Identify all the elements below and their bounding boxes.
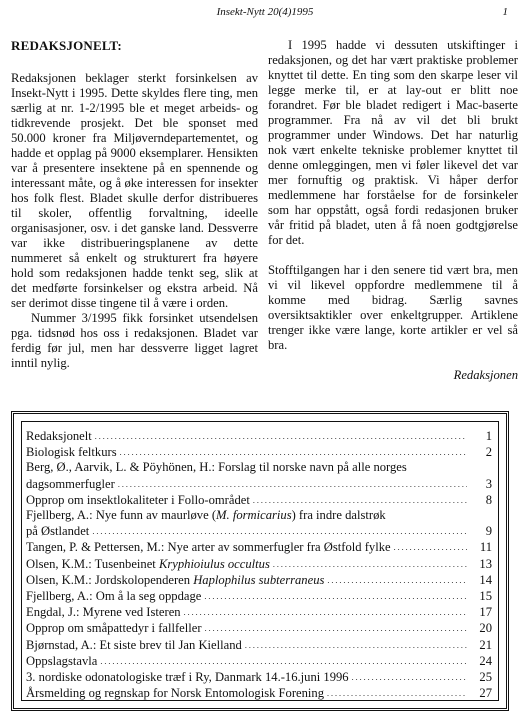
toc-entry[interactable]	[26, 460, 492, 491]
toc-entry[interactable]	[26, 588, 492, 604]
toc-entry-page: 17	[479, 605, 492, 620]
editorial-paragraph: Nummer 3/1995 fikk forsinket utsendelsen pga. tidsnød hos oss i redaksjonen. Bladet var ferdig før jul, men har dessverre ligget lagret inntil nylig.	[11, 311, 258, 370]
editorial-left-column	[11, 38, 258, 371]
toc-entry-page: 2	[485, 445, 492, 460]
toc-entry-title: Redaksjonelt	[26, 429, 92, 443]
journal-citation: Insekt-Nytt 20(4)1995	[216, 6, 314, 18]
toc-dot-leader	[205, 620, 467, 636]
editorial-paragraph: Redaksjonen beklager sterkt forsinkelsen av Insekt-Nytt i 1995. Dette skyldes flere ting, men særlig at nr. 1-2/1995 ble et meget arbeids- og tidkrevende prosjekt. Det ble sponset med 50.000 kroner fra Miljøverndepartementet, og hadde et opplag på 9000 eksemplarer. Hensikten var å presentere insektene på en spennende og interessant måte, og å øke interessen for insekter hos folk flest. Bladet skulle derfor distribueres til skoler, offentlig forvaltning, ideelle organisasjoner, osv. i det ganske land. Dessverre var ikke distribueringsplanene av dette nummeret så enkelt og strukturert fra høyere hold som redaksjonen hadde tenkt seg, slik at det medførte forsinkelser og ekstra arbeid. Nå ser derimot disse tingene til å være i orden.	[11, 71, 258, 310]
toc-entry-title: Opprop om insektlokaliteter i Follo-området	[26, 492, 250, 507]
toc-title-species: M. formicarius	[216, 508, 292, 523]
toc-entry[interactable]	[26, 572, 492, 588]
toc-entry-title: Fjellberg, A.: Om å la seg oppdage	[26, 589, 202, 604]
toc-dot-leader	[245, 637, 467, 653]
toc-entry[interactable]	[26, 604, 492, 620]
editorial-paragraph: Stofftilgangen har i den senere tid vært bra, men vi vil likevel oppfordre medlemmene til å komme med bidrag. Særlig savnes oversiktsaktikler over enkeltgrupper. Artiklene trenger ikke være lange, korte artikler er vel så bra.	[268, 263, 518, 352]
toc-entry[interactable]	[26, 556, 492, 572]
toc-entry[interactable]	[26, 428, 492, 444]
toc-entry-title: Engdal, J.: Myrene ved Isteren	[26, 605, 181, 620]
toc-dot-leader	[120, 444, 467, 460]
toc-entry[interactable]	[26, 492, 492, 508]
editorial-right-column	[268, 38, 518, 383]
toc-title-species: Kryphioiulus occultus	[158, 556, 270, 571]
toc-title-text: Olsen, K.M.: Tusenbeinet	[26, 556, 159, 571]
toc-entry-page: 21	[479, 637, 492, 652]
toc-entry-page: 9	[485, 524, 492, 539]
toc-entry-page: 27	[479, 686, 492, 701]
toc-entry-page: 3	[485, 476, 492, 491]
toc-entry-page: 15	[479, 589, 492, 604]
page-number: 1	[502, 6, 508, 18]
toc-dot-leader	[118, 476, 467, 492]
toc-entry-title: Årsmelding og regnskap for Norsk Entomologisk Forening	[26, 686, 325, 701]
toc-entry-page: 14	[479, 572, 492, 587]
toc-entry-page: 20	[479, 621, 492, 636]
toc-entry-page: 24	[479, 653, 492, 668]
toc-dot-leader	[394, 539, 467, 555]
toc-entry[interactable]	[26, 637, 492, 653]
toc-entry-page: 8	[485, 492, 492, 507]
toc-entry[interactable]	[26, 653, 492, 669]
toc-entry[interactable]	[26, 685, 492, 701]
toc-dot-leader	[204, 588, 467, 604]
toc-entry-title: dagsommerfugler	[26, 476, 115, 491]
toc-entry-page: 11	[479, 540, 492, 555]
toc-entry[interactable]	[26, 620, 492, 636]
toc-entry[interactable]	[26, 539, 492, 555]
toc-entry-page: 13	[479, 556, 492, 571]
toc-entry[interactable]	[26, 669, 492, 685]
toc-entry-title: Oppslagstavla	[26, 653, 98, 668]
toc-entry-title: Biologisk feltkurs	[26, 445, 117, 460]
toc-dot-leader	[327, 572, 467, 588]
toc-entry-title	[26, 573, 324, 588]
toc-dot-leader	[184, 604, 467, 620]
toc-dot-leader	[95, 428, 467, 444]
toc-entry[interactable]	[26, 444, 492, 460]
toc-entry-title: Opprop om småpattedyr i fallfeller	[26, 621, 202, 636]
toc-entry-title-line1: Berg, Ø., Aarvik, L. & Pöyhönen, H.: Forslag til norske navn på alle norges	[26, 460, 407, 475]
toc-dot-leader	[253, 492, 467, 508]
toc-entry-title: på Østlandet	[26, 524, 90, 539]
toc-dot-leader	[100, 653, 467, 669]
toc-dot-leader	[327, 685, 467, 701]
toc-entry-title-line1	[26, 508, 492, 523]
toc-entry-title: Bjørnstad, A.: Et siste brev til Jan Kielland	[26, 637, 242, 652]
toc-dot-leader	[352, 669, 467, 685]
toc-dot-leader	[273, 556, 467, 572]
editorial-signature: Redaksjonen	[453, 368, 518, 382]
toc-title-species: Haplophilus subterraneus	[193, 572, 325, 587]
toc-entry-title: 3. nordiske odonatologiske træf i Ry, Danmark 14.-16.juni 1996	[26, 670, 349, 685]
toc-entry[interactable]	[26, 508, 492, 539]
editorial-heading: REDAKSJONELT:	[11, 38, 122, 53]
table-of-contents-box	[11, 411, 509, 711]
table-of-contents	[26, 428, 492, 701]
toc-entry-page: 1	[485, 429, 492, 443]
toc-title-text: Fjellberg, A.: Nye funn av maurløve (	[26, 508, 217, 523]
toc-entry-title	[26, 557, 270, 572]
toc-title-text: Olsen, K.M.: Jordskolopenderen	[26, 572, 194, 587]
toc-entry-title: Tangen, P. & Pettersen, M.: Nye arter av sommerfugler fra Østfold fylke	[26, 540, 391, 555]
toc-dot-leader	[92, 523, 467, 539]
running-header	[0, 6, 530, 22]
editorial-paragraph: I 1995 hadde vi dessuten utskiftinger i redaksjonen, og det har vært praktiske problemer knyttet til dette. En ting som den skarpe leser vil legge merke til, er at lay-out er blitt noe forandret. Før ble bladet redigert i Mac-baserte programmer. Fra nå av vil det bli brukt programmer under Windows. Det har naturlig nok vært enkelte tekniske problemer knyttet til denne omleggingen, men vi føler likevel det var mer fornuftig og praktisk. Vi håper derfor medlemmene har forståelse for de forsinkeler som har oppstått, også fordi redasjonen bruker vår fritid på bladet, uten å få noen godtgjørelse for det.	[268, 38, 518, 247]
toc-title-text: ) fra indre dalstrøk	[291, 508, 386, 523]
toc-entry-page: 25	[479, 670, 492, 685]
